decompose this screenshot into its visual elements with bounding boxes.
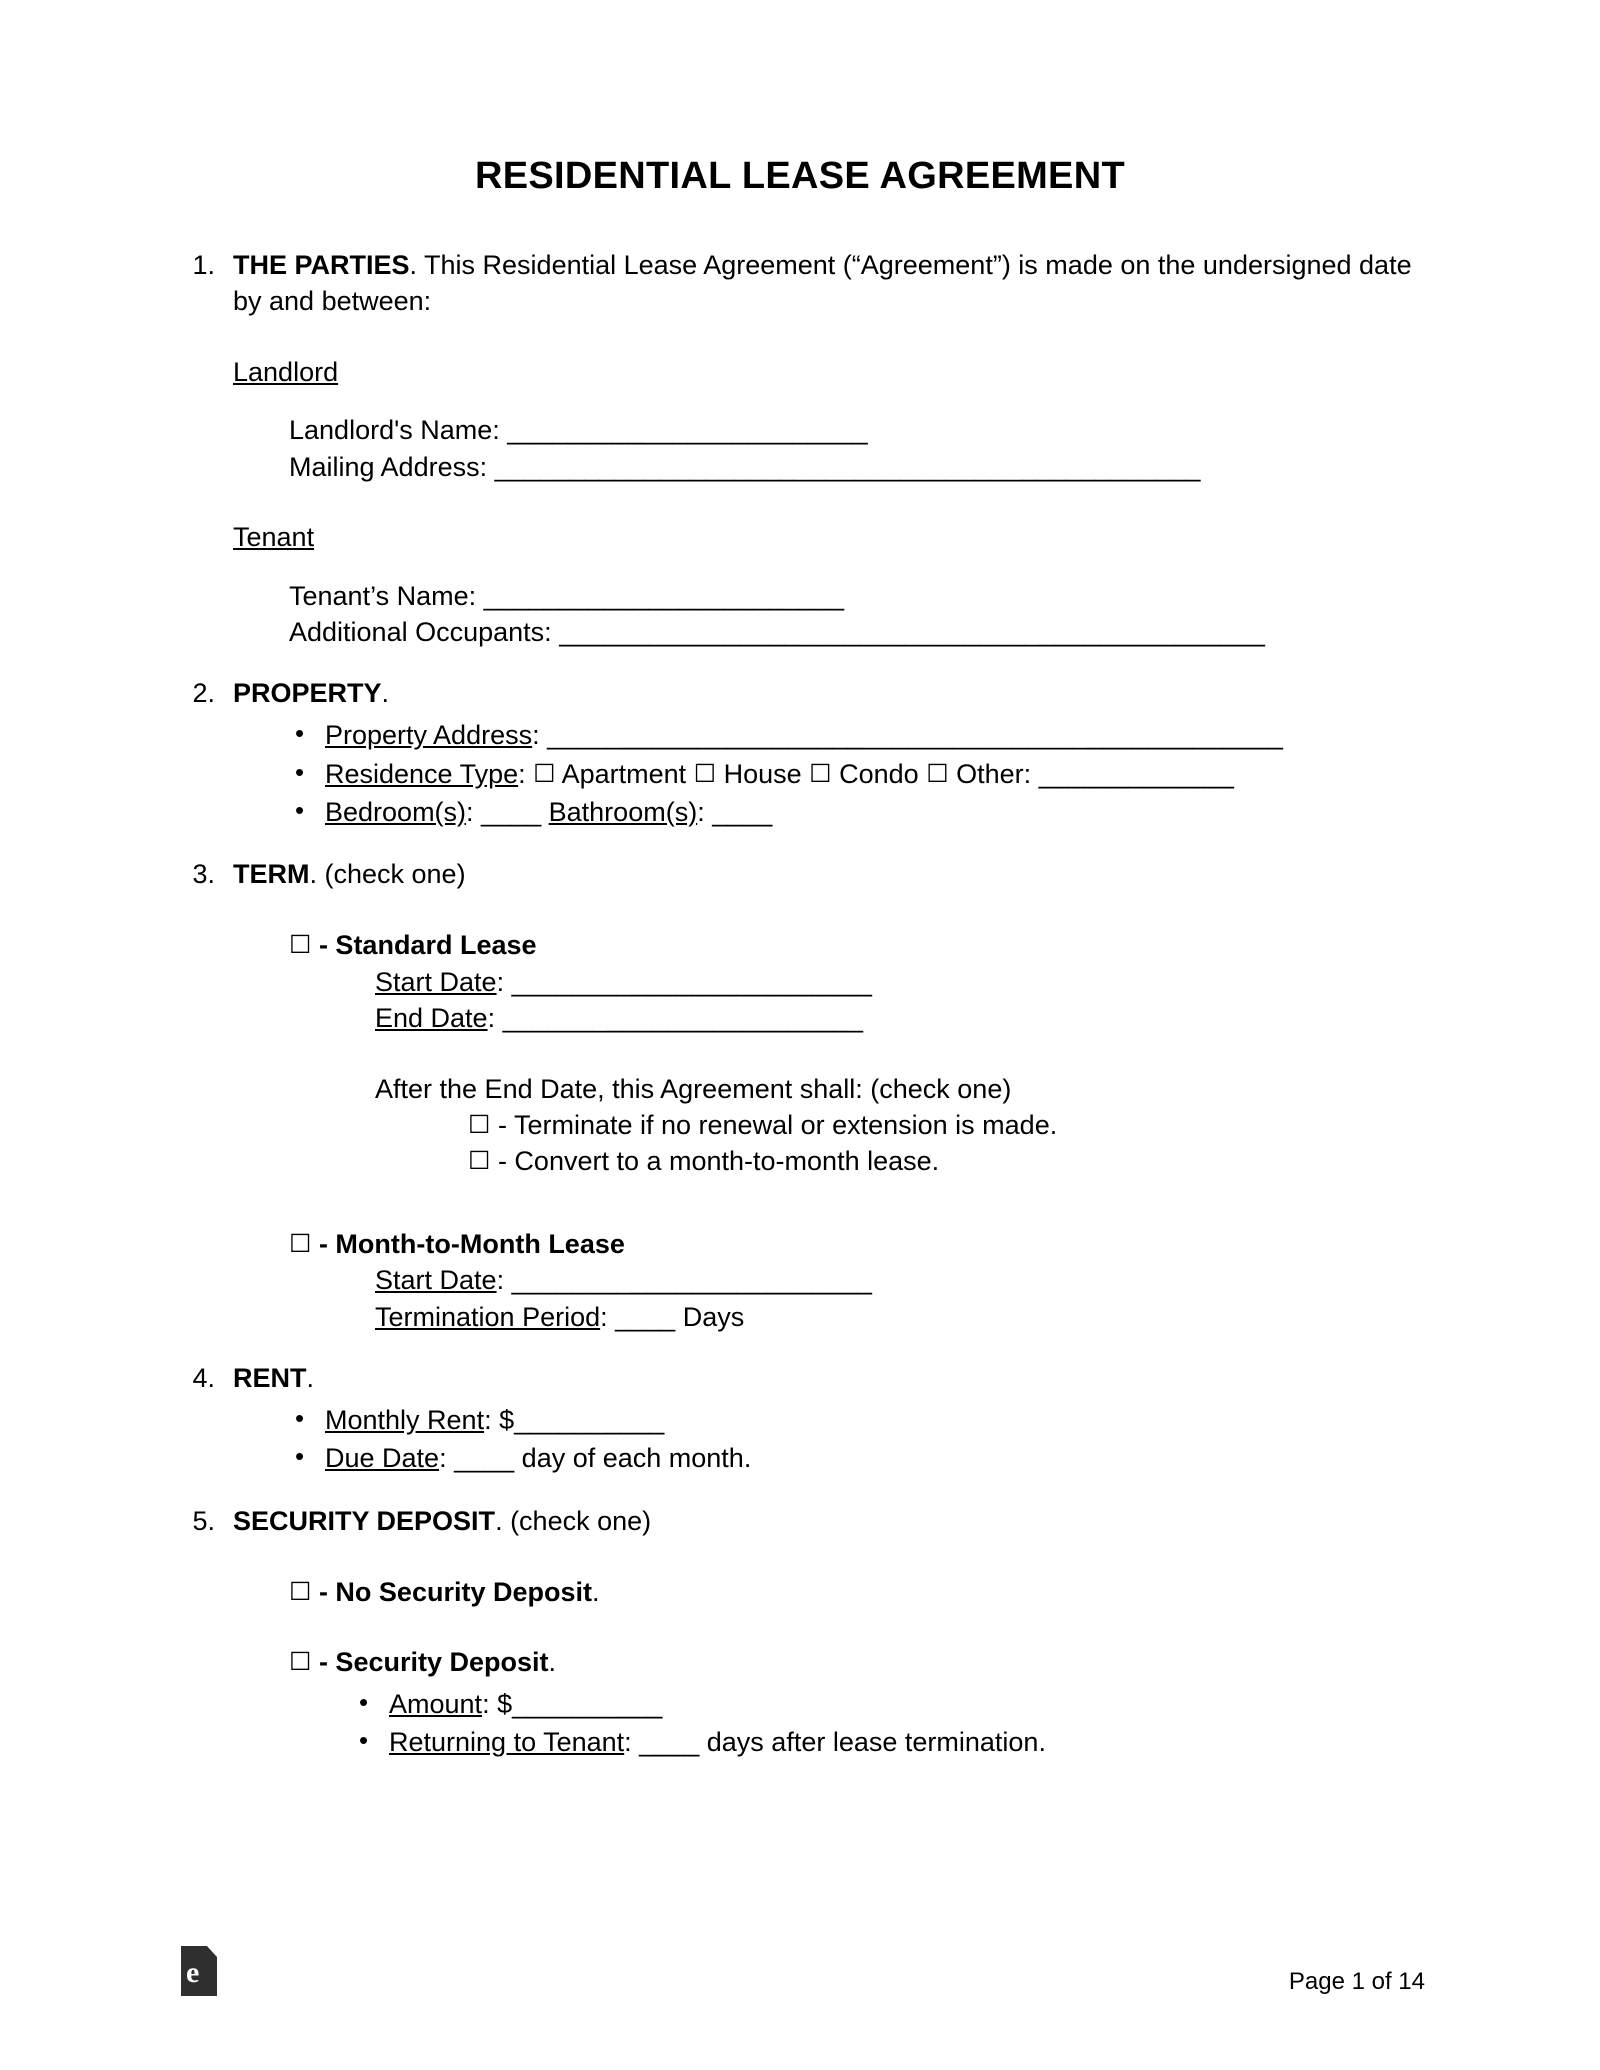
after-end-option-terminate [468,1107,1425,1143]
no-security-deposit-label: - No Security Deposit [318,1576,592,1607]
bedrooms-label: Bedroom(s) [325,797,467,827]
checkbox-icon-convert[interactable]: ☐ [468,1147,491,1176]
residence-type-label: Residence Type [325,758,519,789]
tenant-label: Tenant [233,522,315,553]
eforms-logo-icon [175,1946,221,2002]
standard-start-date-row [375,964,1425,1000]
list-item-residence-type: • Residence Type: ☐ Apartment ☐ House ☐ Condo ☐ Other: _____________ [233,755,1425,793]
due-date-label: Due Date [325,1443,440,1474]
property-address-field[interactable]: : _________________________________________________ [532,720,1283,751]
landlord-label: Landlord [233,356,339,387]
mtm-start-date-field[interactable]: : ________________________ [496,1265,872,1296]
terminate-option-label: - Terminate if no renewal or extension is made. [497,1109,1058,1140]
residence-option-apartment: Apartment [561,758,687,789]
convert-option-label: - Convert to a month-to-month lease. [497,1146,940,1177]
list-item-monthly-rent [233,1401,1425,1439]
list-item-bedrooms-bathrooms [233,793,1425,831]
after-end-date-text: After the End Date, this Agreement shall: (check one) [375,1073,1012,1104]
tenant-name-label: Tenant’s Name: [289,580,477,611]
security-deposit-suffix: . [548,1647,557,1678]
section-number-2: 2. [192,678,215,709]
section-text-parties: . This Residential Lease Agreement (“Agreement”) is made on the undersigned date by and between: [233,250,1412,316]
bedrooms-field[interactable]: : ____ [466,797,542,827]
standard-start-date-label: Start Date [375,966,497,997]
residence-other-field[interactable]: _____________ [1038,758,1234,789]
section-text-property: . [381,678,390,709]
list-item-due-date [233,1439,1425,1477]
due-date-field[interactable]: : ____ [439,1443,515,1474]
landlord-name-row [289,412,1425,448]
no-security-deposit-suffix: . [591,1576,600,1607]
checkbox-icon-apartment[interactable]: ☐ [533,759,556,788]
section-text-term: . (check one) [309,859,466,890]
standard-start-date-field[interactable]: : ________________________ [496,966,872,997]
landlord-name-field[interactable]: ________________________ [507,415,868,446]
page-title: RESIDENTIAL LEASE AGREEMENT [475,155,1125,197]
checkbox-icon-no-security-deposit[interactable]: ☐ [289,1577,312,1606]
list-item-returning-to-tenant [297,1723,1425,1761]
security-deposit-label: - Security Deposit [318,1647,549,1678]
section-term [175,857,1425,1335]
section-heading-security-deposit: SECURITY DEPOSIT [233,1505,496,1536]
checkbox-icon-other[interactable]: ☐ [926,759,949,788]
after-end-option-convert [468,1143,1425,1179]
section-number-1: 1. [192,250,215,280]
deposit-amount-label: Amount [389,1688,483,1719]
section-number-3: 3. [192,859,215,890]
page-footer [175,1942,1425,2002]
standard-end-date-row [375,1000,1425,1036]
standard-end-date-field[interactable]: : ________________________ [487,1003,863,1034]
month-to-month-label: - Month-to-Month Lease [318,1228,625,1259]
list-item-property-address [233,716,1425,754]
section-rent [175,1361,1425,1478]
section-security-deposit [175,1504,1425,1761]
section-the-parties [175,248,1425,650]
standard-end-date-label: End Date [375,1003,488,1034]
deposit-amount-field[interactable]: : $__________ [482,1688,663,1719]
section-number-5: 5. [192,1505,215,1536]
mailing-address-label: Mailing Address: [289,451,488,482]
returning-to-tenant-label: Returning to Tenant [389,1726,625,1757]
section-text-security-deposit: . (check one) [495,1505,652,1536]
due-date-suffix: day of each month. [521,1443,752,1474]
residence-option-house: House [723,758,802,789]
mtm-start-date-label: Start Date [375,1265,497,1296]
section-heading-rent: RENT [233,1363,307,1394]
section-property [175,676,1425,831]
property-address-label: Property Address [325,720,533,751]
checkbox-icon-condo[interactable]: ☐ [809,759,832,788]
security-deposit-option [289,1644,1425,1680]
mtm-termination-label: Termination Period [375,1301,601,1332]
standard-lease-option [289,927,1425,963]
section-text-rent: . [306,1363,315,1394]
returning-to-tenant-suffix: days after lease termination. [706,1726,1046,1757]
list-item-deposit-amount [297,1685,1425,1723]
residence-option-condo: Condo [839,758,919,789]
logo-letter: e [186,1956,200,1989]
landlord-address-row [289,449,1425,485]
page-number: Page 1 of 14 [1288,1968,1425,1995]
monthly-rent-field[interactable]: : $__________ [484,1405,665,1436]
mtm-termination-unit: Days [682,1301,745,1332]
mtm-start-date-row [375,1262,1425,1298]
no-security-deposit-option [289,1574,1425,1610]
checkbox-icon-terminate[interactable]: ☐ [468,1110,491,1139]
mailing-address-field[interactable]: _______________________________________________ [494,451,1201,482]
landlord-name-label: Landlord's Name: [289,415,500,446]
checkbox-icon-standard-lease[interactable]: ☐ [289,931,312,960]
bathrooms-label: Bathroom(s) [548,797,698,827]
tenant-name-row [289,578,1425,614]
checkbox-icon-house[interactable]: ☐ [693,759,717,788]
section-heading-parties: THE PARTIES [233,250,410,280]
mtm-termination-row [375,1299,1425,1335]
checkbox-icon-security-deposit[interactable]: ☐ [289,1648,312,1677]
returning-to-tenant-field[interactable]: : ____ [624,1726,700,1757]
standard-lease-label: - Standard Lease [318,930,537,961]
tenant-name-field[interactable]: ________________________ [483,580,845,611]
additional-occupants-row [289,614,1425,650]
residence-option-other: Other: [956,758,1032,789]
bathrooms-field[interactable]: : ____ [697,797,773,827]
month-to-month-option [289,1226,1425,1262]
additional-occupants-field[interactable]: _______________________________________________ [559,617,1265,647]
section-heading-property: PROPERTY [233,678,382,709]
mtm-termination-field[interactable]: : ____ [600,1301,676,1332]
monthly-rent-label: Monthly Rent [325,1405,485,1436]
checkbox-icon-month-to-month[interactable]: ☐ [289,1229,312,1258]
section-heading-term: TERM [233,859,310,890]
additional-occupants-label: Additional Occupants: [289,617,552,647]
section-number-4: 4. [192,1363,215,1394]
